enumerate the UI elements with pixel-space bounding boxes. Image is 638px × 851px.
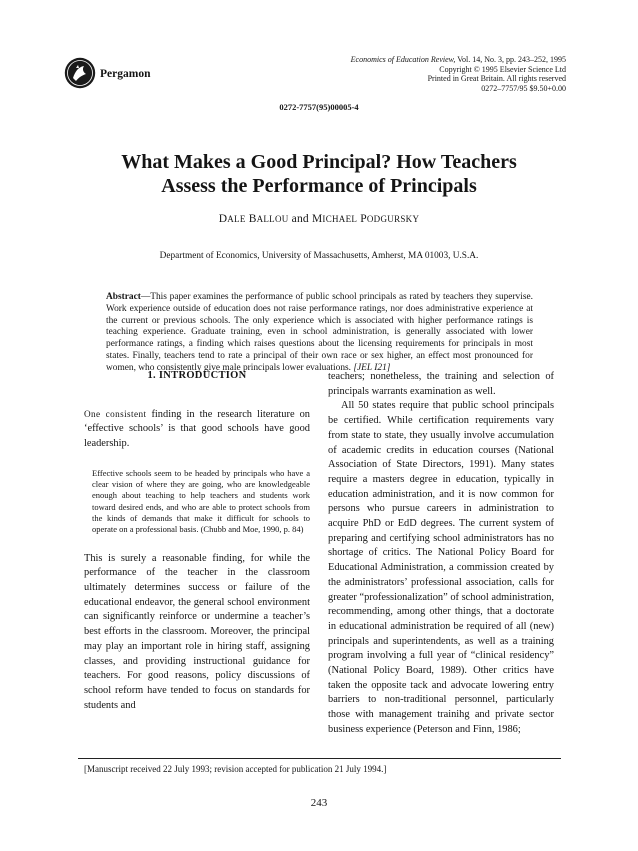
- author1-last-initial: B: [248, 213, 257, 225]
- title-line-1: What Makes a Good Principal? How Teachers: [121, 151, 517, 173]
- right-paragraph-1: teachers; nonetheless, the training and selection of principals warrants examination as well.: [328, 371, 554, 397]
- title-line-2: Assess the Performance of Principals: [161, 175, 477, 197]
- intro-paragraph-1: [84, 407, 310, 452]
- author2-last-initial: P: [360, 213, 367, 225]
- right-column: [328, 370, 554, 738]
- intro-lead-smallcaps: One consistent: [84, 408, 147, 419]
- printed-line: Printed in Great Britain. All rights reserved: [427, 74, 566, 84]
- intro-paragraph-1-text: finding in the research literature on ‘effective schools’ is that good schools have good leadership.: [84, 408, 310, 450]
- abstract-label: Abstract: [106, 292, 141, 302]
- authors: [0, 213, 638, 225]
- journal-name: Economics of Education Review,: [350, 55, 456, 64]
- pergamon-logo-icon: [64, 57, 96, 89]
- journal-info: [351, 55, 566, 93]
- section-heading: 1. INTRODUCTION: [147, 370, 247, 381]
- author2-last-rest: ODGURSKY: [366, 214, 420, 224]
- page-number: 243: [310, 797, 328, 809]
- document-id: 0272-7757(95)00005-4: [279, 102, 359, 112]
- block-quote: Effective schools seem to be headed by principals who have a clear vision of where they are going, who are knowledgeable enough about teaching to help teachers and students work toward desired ends, and who are able to protect schools from the kinds of demands that make it difficult for schools to operate on a professional basis. (Chubb and Moe, 1990, p. 84): [92, 467, 310, 535]
- author1-first-rest: ALE: [227, 214, 246, 224]
- author2-first-rest: ICHAEL: [322, 214, 358, 224]
- abstract-text: —This paper examines the performance of public school principals as rated by teachers they supervise. Work experience outside of education does not raise performance ratings, nor does administrative experience at the current or previous schools. The only experience which is associated with higher performance ratings is teaching experience. Graduate training, even in school administration, is generally associated with lower performance ratings, a finding which raises questions about the licensing requirements for principals in most states. Finally, teachers tend to rate a principal of their own race or sex higher, an effect most pronounced for women, who consistently give male principals lower evaluations.: [106, 292, 533, 373]
- abstract-jel: [JEL I21]: [353, 362, 391, 373]
- author2-initial: M: [311, 213, 323, 225]
- left-column: [84, 369, 310, 713]
- journal-volume: Vol. 14, No. 3, pp. 243–252, 1995: [455, 55, 566, 64]
- issn-price: 0272–7757/95 $9.50+0.00: [481, 83, 566, 93]
- right-paragraph-2: All 50 states require that public school principals be certified. While certification requirements vary from state to state, they usually involve accumulation of academic credits in education courses (National Association of State Directors, 1991). Many states require a masters degree in education, typically in education administration, and it is now common for persons who pursue careers in administration to acquire PhD or EdD degrees. The current system of preparing and certifying school administrators has no shortage of critics. The National Policy Board for Educational Administration, a commission created by the administrators’ professional association, calls for greater “professionalization” of school administration, recommending, among other things, that a doctorate in educational administration be required of all (new) principals and superintendents, as well as a training program involving a full year of “clinical residency” (National Policy Board, 1989). Other critics have taken the opposite tack and advocate lowering entry barriers to non-traditional personnel, particularly those with management trainihg and private sector business experience (Peterson and Finn, 1986;: [328, 400, 554, 735]
- author1-initial: D: [218, 213, 228, 225]
- publisher-name: Pergamon: [100, 68, 151, 80]
- author-and: and: [291, 213, 309, 225]
- paper-title: [0, 150, 638, 198]
- abstract: [106, 292, 533, 375]
- manuscript-footnote: [Manuscript received 22 July 1993; revision accepted for publication 21 July 1994.]: [84, 764, 387, 774]
- author1-last-rest: ALLOU: [256, 214, 289, 224]
- intro-paragraph-2: This is surely a reasonable finding, for while the performance of the teacher in the classroom ultimately determines success or failure of the educational endeavor, the general school environment can significantly reinforce or undermine a teacher’s best efforts in the classroom. Moreover, the principal may play an important role in hiring staff, assigning classes, and providing instructional guidance for teachers. For good reasons, policy discussions of school reform have tended to focus on standards for students and: [84, 552, 310, 711]
- affiliation: Department of Economics, University of Massachusetts, Amherst, MA 01003, U.S.A.: [159, 251, 479, 261]
- copyright-line: Copyright © 1995 Elsevier Science Ltd: [439, 64, 566, 74]
- footnote-divider: [78, 758, 561, 759]
